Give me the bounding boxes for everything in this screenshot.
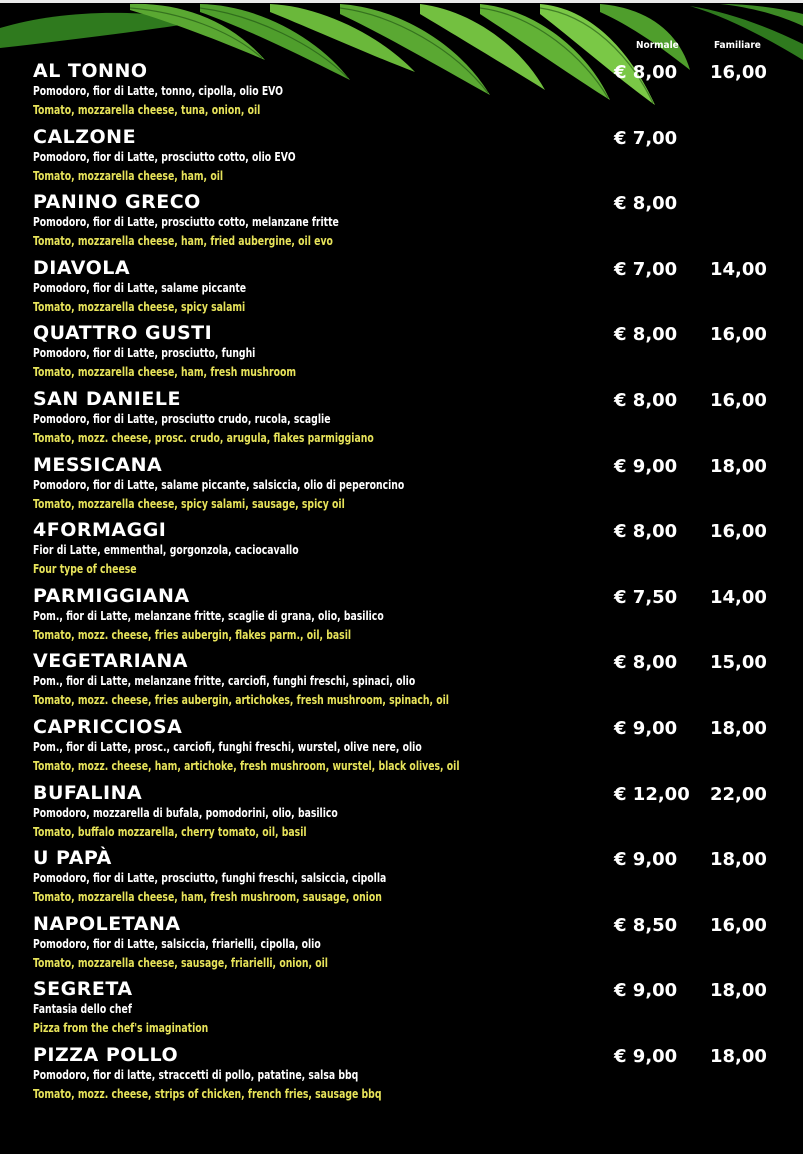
item-description-english: Tomato, buffalo mozzarella, cherry tomato, oil, basil (33, 824, 307, 839)
menu-item-al-tonno (33, 60, 793, 126)
item-description-english: Tomato, mozzarella cheese, ham, fresh mushroom (33, 365, 297, 380)
item-name: DIAVOLA (33, 256, 131, 279)
item-description-english: Tomato, mozzarella cheese, sausage, friarielli, onion, oil (33, 955, 328, 970)
price-familiare: 16,00 (710, 914, 767, 936)
item-description-english: Four type of cheese (33, 562, 137, 577)
menu-item-vegetariana (33, 650, 793, 716)
menu-item-4formaggi (33, 519, 793, 585)
menu-item-pizza-pollo (33, 1044, 793, 1110)
item-description-english: Tomato, mozz. cheese, prosc. crudo, arugula, flakes parmiggiano (33, 430, 374, 445)
item-description-italian: Pomodoro, fior di Latte, salsiccia, friarielli, cipolla, olio (33, 936, 321, 951)
item-name: CALZONE (33, 125, 137, 148)
item-description-english: Tomato, mozz. cheese, strips of chicken, french fries, sausage bbq (33, 1086, 382, 1101)
menu-item-segreta (33, 978, 793, 1044)
price-normale: € 8,00 (614, 193, 678, 215)
price-normale: € 9,00 (614, 849, 678, 871)
price-normale: € 7,00 (614, 258, 678, 280)
pizza-list (33, 60, 793, 1110)
price-normale: € 8,50 (614, 914, 678, 936)
price-normale: € 8,00 (614, 62, 678, 83)
price-familiare: 16,00 (710, 521, 767, 543)
item-name: U PAPÀ (33, 847, 112, 870)
price-column-headers (0, 40, 803, 54)
item-description-italian: Pomodoro, fior di Latte, prosciutto, funghi freschi, salsiccia, cipolla (33, 871, 387, 886)
price-normale: € 9,00 (614, 1045, 678, 1067)
item-description-english: Tomato, mozzarella cheese, ham, fresh mushroom, sausage, onion (33, 890, 382, 905)
price-familiare: 16,00 (710, 62, 767, 83)
menu-item-bufalina (33, 782, 793, 848)
price-normale: € 9,00 (614, 455, 678, 477)
item-description-italian: Fantasia dello chef (33, 1002, 132, 1017)
price-normale: € 7,50 (614, 586, 678, 608)
item-description-italian: Pomodoro, fior di Latte, salame piccante (33, 280, 247, 295)
item-description-italian: Pom., fior di Latte, prosc., carciofi, funghi freschi, wurstel, olive nere, olio (33, 739, 422, 754)
price-familiare: 18,00 (710, 455, 767, 477)
item-description-italian: Pomodoro, fior di Latte, prosciutto cotto, melanzane fritte (33, 215, 339, 230)
item-description-italian: Pom., fior di Latte, melanzane fritte, scaglie di grana, olio, basilico (33, 608, 384, 623)
item-description-italian: Pomodoro, fior di Latte, prosciutto, funghi (33, 346, 256, 361)
item-name: PANINO GRECO (33, 191, 201, 214)
item-name: 4FORMAGGI (33, 519, 167, 542)
price-familiare: 15,00 (710, 652, 767, 674)
price-normale: € 9,00 (614, 980, 678, 1002)
price-familiare: 14,00 (710, 258, 767, 280)
item-description-italian: Pomodoro, fior di Latte, tonno, cipolla, olio EVO (33, 84, 284, 98)
item-description-english: Tomato, mozzarella cheese, spicy salami, sausage, spicy oil (33, 496, 345, 511)
item-description-english: Tomato, mozz. cheese, fries aubergin, flakes parm., oil, basil (33, 627, 352, 642)
price-normale: € 8,00 (614, 324, 678, 346)
price-familiare: 18,00 (710, 849, 767, 871)
item-name: SAN DANIELE (33, 387, 181, 410)
item-description-italian: Pom., fior di Latte, melanzane fritte, carciofi, funghi freschi, spinaci, olio (33, 674, 416, 689)
menu-item-quattro-gusti (33, 322, 793, 388)
header-familiare: Familiare (714, 40, 761, 51)
menu-item-calzone (33, 126, 793, 192)
header-normale: Normale (636, 40, 679, 51)
item-description-english: Tomato, mozzarella cheese, tuna, onion, oil (33, 103, 261, 117)
price-normale: € 9,00 (614, 717, 678, 739)
item-name: AL TONNO (33, 60, 148, 82)
price-normale: € 12,00 (614, 783, 690, 805)
price-familiare: 18,00 (710, 717, 767, 739)
menu-item-napoletana (33, 913, 793, 979)
item-description-english: Pizza from the chef's imagination (33, 1021, 209, 1036)
price-familiare: 14,00 (710, 586, 767, 608)
item-description-italian: Fior di Latte, emmenthal, gorgonzola, caciocavallo (33, 543, 299, 558)
price-normale: € 7,00 (614, 127, 678, 149)
menu-item-panino-greco (33, 191, 793, 257)
menu-item-messicana (33, 454, 793, 520)
item-description-italian: Pomodoro, fior di Latte, prosciutto cotto, olio EVO (33, 149, 296, 164)
item-description-italian: Pomodoro, fior di Latte, prosciutto crudo, rucola, scaglie (33, 411, 331, 426)
menu-item-parmiggiana (33, 585, 793, 651)
price-normale: € 8,00 (614, 652, 678, 674)
menu-item-u-papa (33, 847, 793, 913)
item-description-english: Tomato, mozz. cheese, fries aubergin, artichokes, fresh mushroom, spinach, oil (33, 693, 449, 708)
price-normale: € 8,00 (614, 521, 678, 543)
menu-item-san-daniele (33, 388, 793, 454)
price-familiare: 16,00 (710, 389, 767, 411)
price-familiare: 18,00 (710, 1045, 767, 1067)
item-description-italian: Pomodoro, mozzarella di bufala, pomodorini, olio, basilico (33, 805, 338, 820)
item-description-english: Tomato, mozzarella cheese, ham, oil (33, 168, 224, 183)
item-name: QUATTRO GUSTI (33, 322, 213, 345)
item-name: SEGRETA (33, 978, 133, 1001)
item-name: NAPOLETANA (33, 912, 181, 935)
item-description-italian: Pomodoro, fior di Latte, salame piccante, salsiccia, olio di peperoncino (33, 477, 405, 492)
item-description-english: Tomato, mozzarella cheese, spicy salami (33, 299, 246, 314)
item-description-italian: Pomodoro, fior di latte, straccetti di pollo, patatine, salsa bbq (33, 1067, 359, 1082)
item-name: CAPRICCIOSA (33, 715, 183, 738)
item-name: BUFALINA (33, 781, 143, 804)
price-familiare: 22,00 (710, 783, 767, 805)
item-name: PIZZA POLLO (33, 1043, 179, 1066)
item-name: MESSICANA (33, 453, 163, 476)
item-description-english: Tomato, mozz. cheese, ham, artichoke, fresh mushroom, wurstel, black olives, oil (33, 758, 460, 773)
item-name: VEGETARIANA (33, 650, 188, 673)
item-name: PARMIGGIANA (33, 584, 190, 607)
menu-item-capricciosa (33, 716, 793, 782)
price-normale: € 8,00 (614, 389, 678, 411)
price-familiare: 18,00 (710, 980, 767, 1002)
item-description-english: Tomato, mozzarella cheese, ham, fried aubergine, oil evo (33, 234, 333, 249)
price-familiare: 16,00 (710, 324, 767, 346)
menu-item-diavola (33, 257, 793, 323)
